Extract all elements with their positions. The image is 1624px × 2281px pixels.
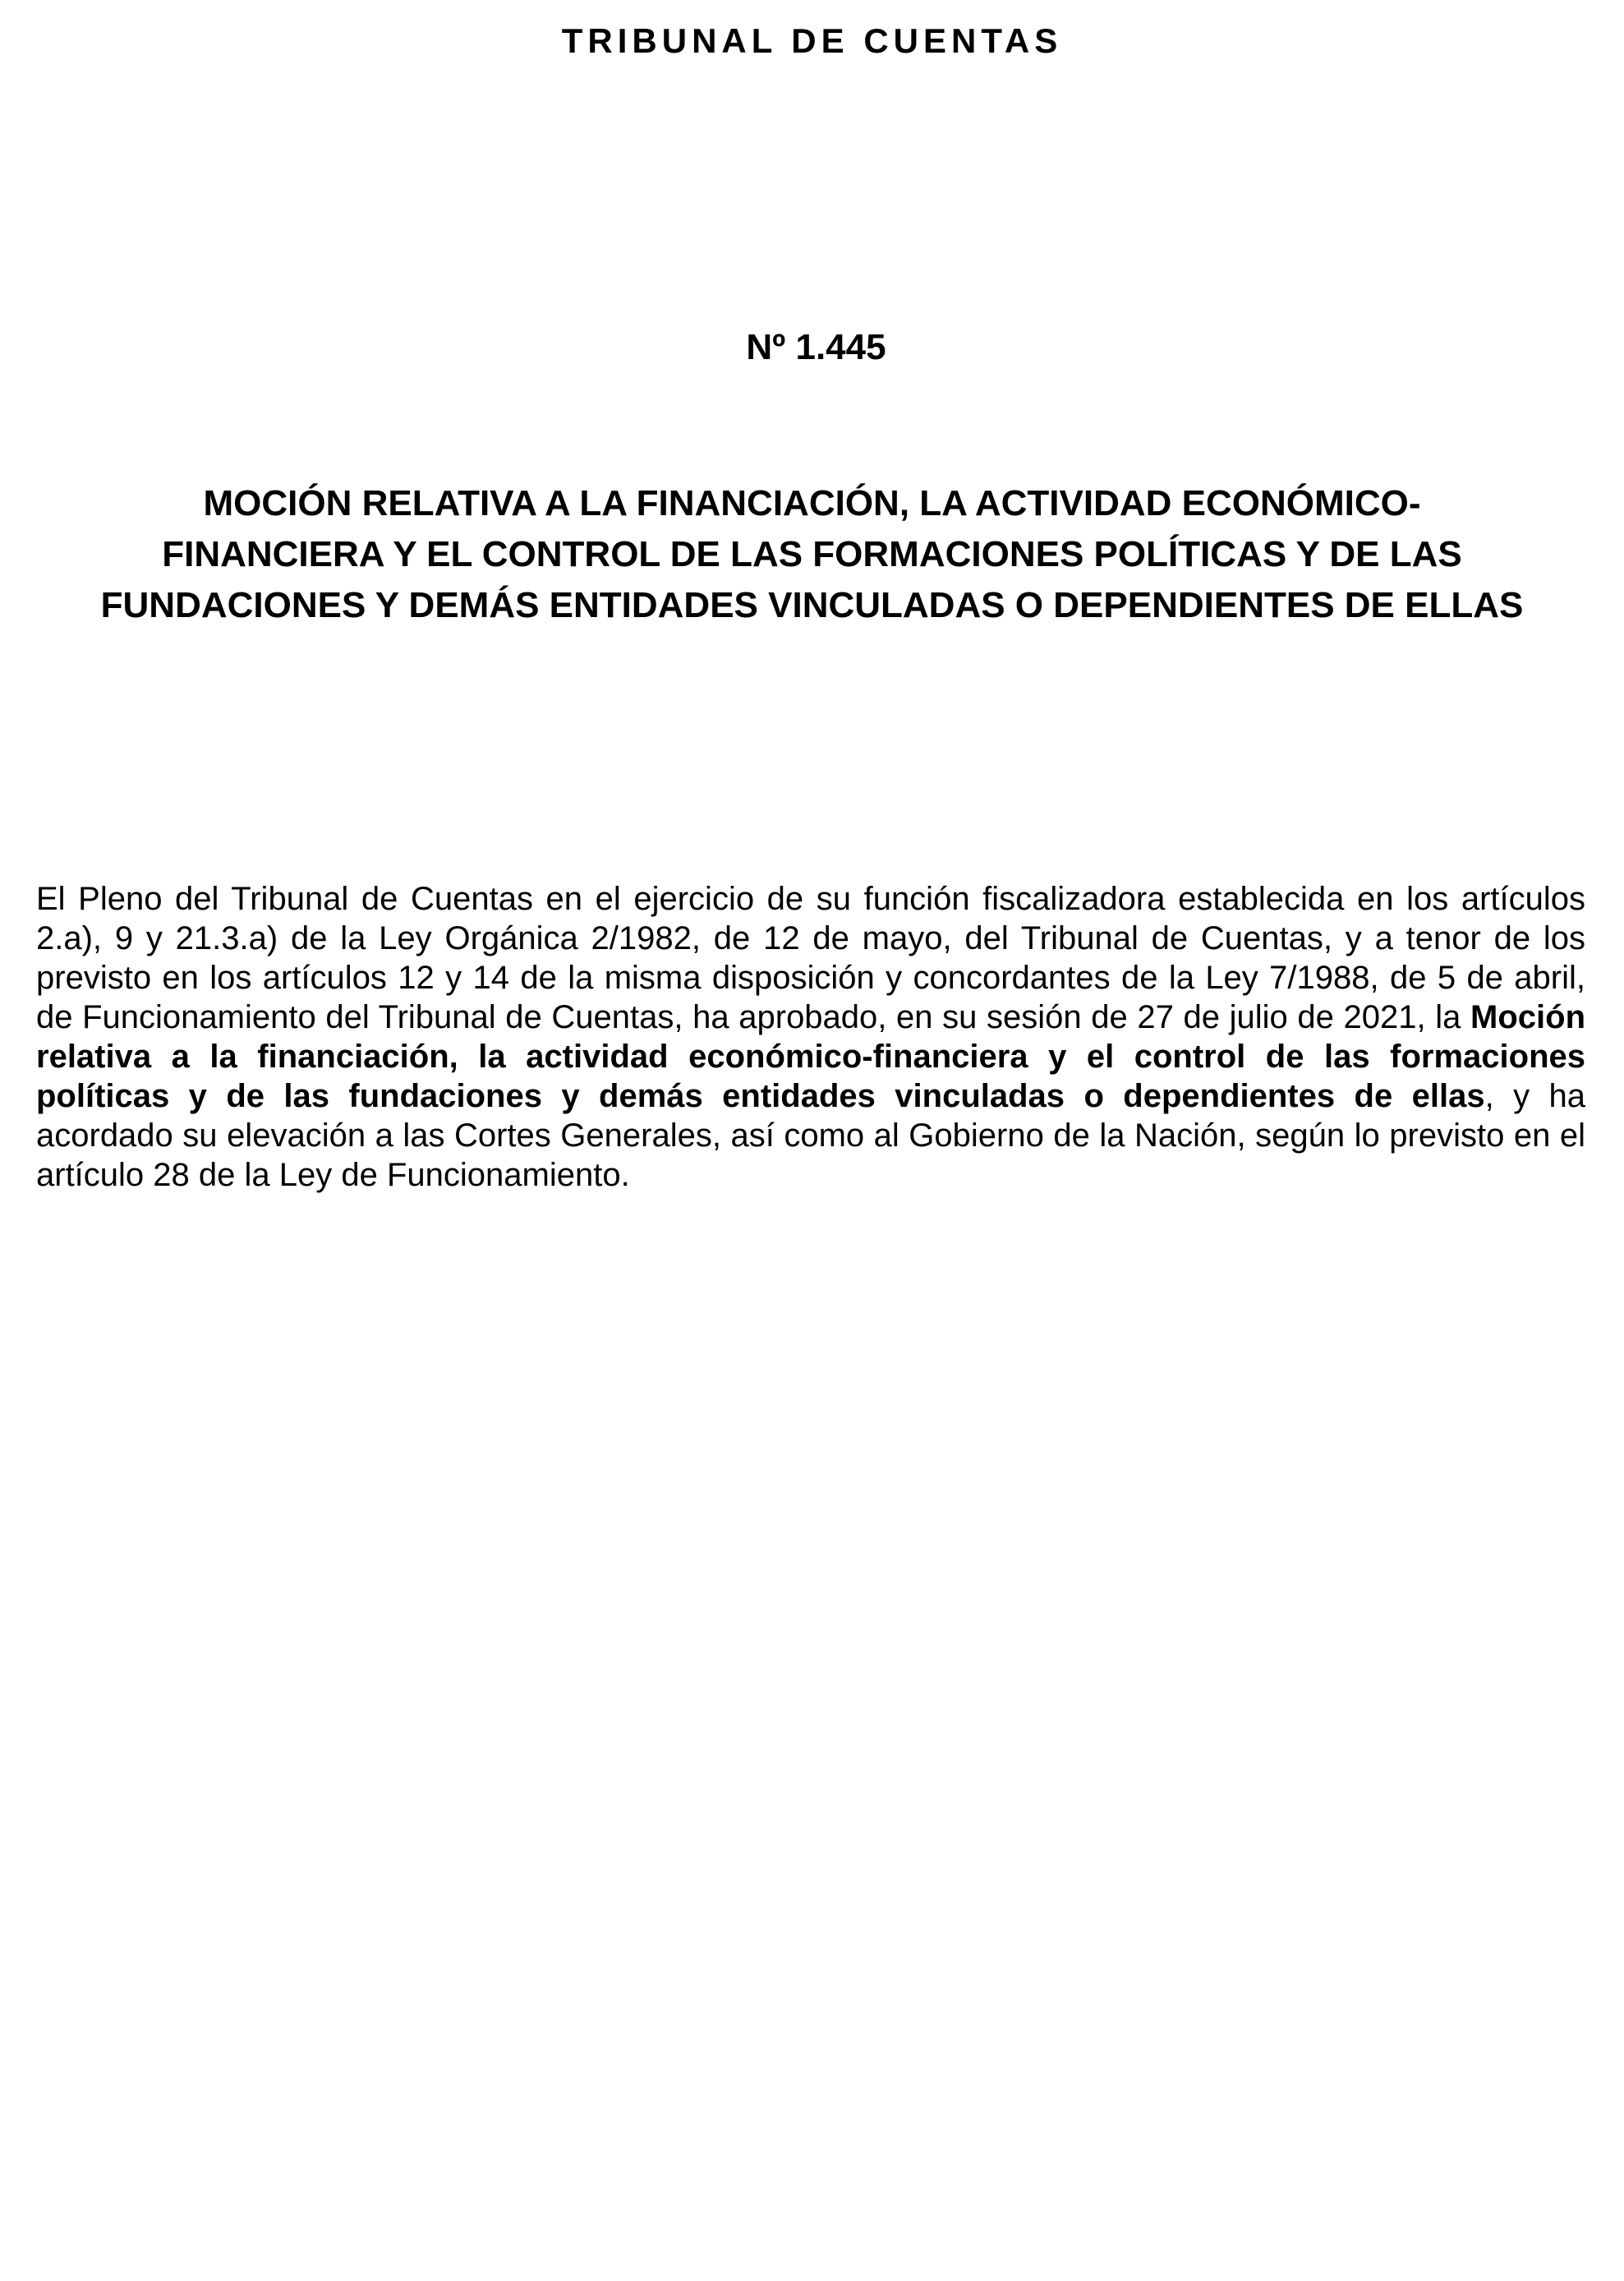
organization-header: TRIBUNAL DE CUENTAS xyxy=(561,21,1063,60)
body-bold-title: Moción relativa a la financiación, la actividad económico-financiera y el control de las formaciones políticas y de las fundaciones y demás entidades vinculadas o dependientes de ellas xyxy=(36,999,1585,1114)
document-number: Nº 1.445 xyxy=(746,327,886,367)
title-line: FUNDACIONES Y DEMÁS ENTIDADES VINCULADAS O DEPENDIENTES DE ELLAS xyxy=(100,585,1524,625)
title-line: FINANCIERA Y EL CONTROL DE LAS FORMACIONES POLÍTICAS Y DE LAS xyxy=(162,534,1462,574)
document-title xyxy=(33,478,1591,631)
body-paragraph xyxy=(36,879,1585,1195)
body-outro: , y ha acordado su elevación a las Cortes Generales, así como al Gobierno de la Nación, según lo previsto en el artículo 28 de la Ley de Funcionamiento. xyxy=(36,1078,1585,1193)
title-line: MOCIÓN RELATIVA A LA FINANCIACIÓN, LA ACTIVIDAD ECONÓMICO- xyxy=(203,483,1421,523)
body-intro: El Pleno del Tribunal de Cuentas en el ejercicio de su función fiscalizadora establecida en los artículos 2.a), 9 y 21.3.a) de la Ley Orgánica 2/1982, de 12 de mayo, del Tribunal de Cuentas, y a tenor de los previsto en los artículos 12 y 14 de la misma disposición y concordantes de la Ley 7/1988, de 5 de abril, de Funcionamiento del Tribunal de Cuentas, ha aprobado, en su sesión de 27 de julio de 2021, la xyxy=(36,881,1585,1035)
